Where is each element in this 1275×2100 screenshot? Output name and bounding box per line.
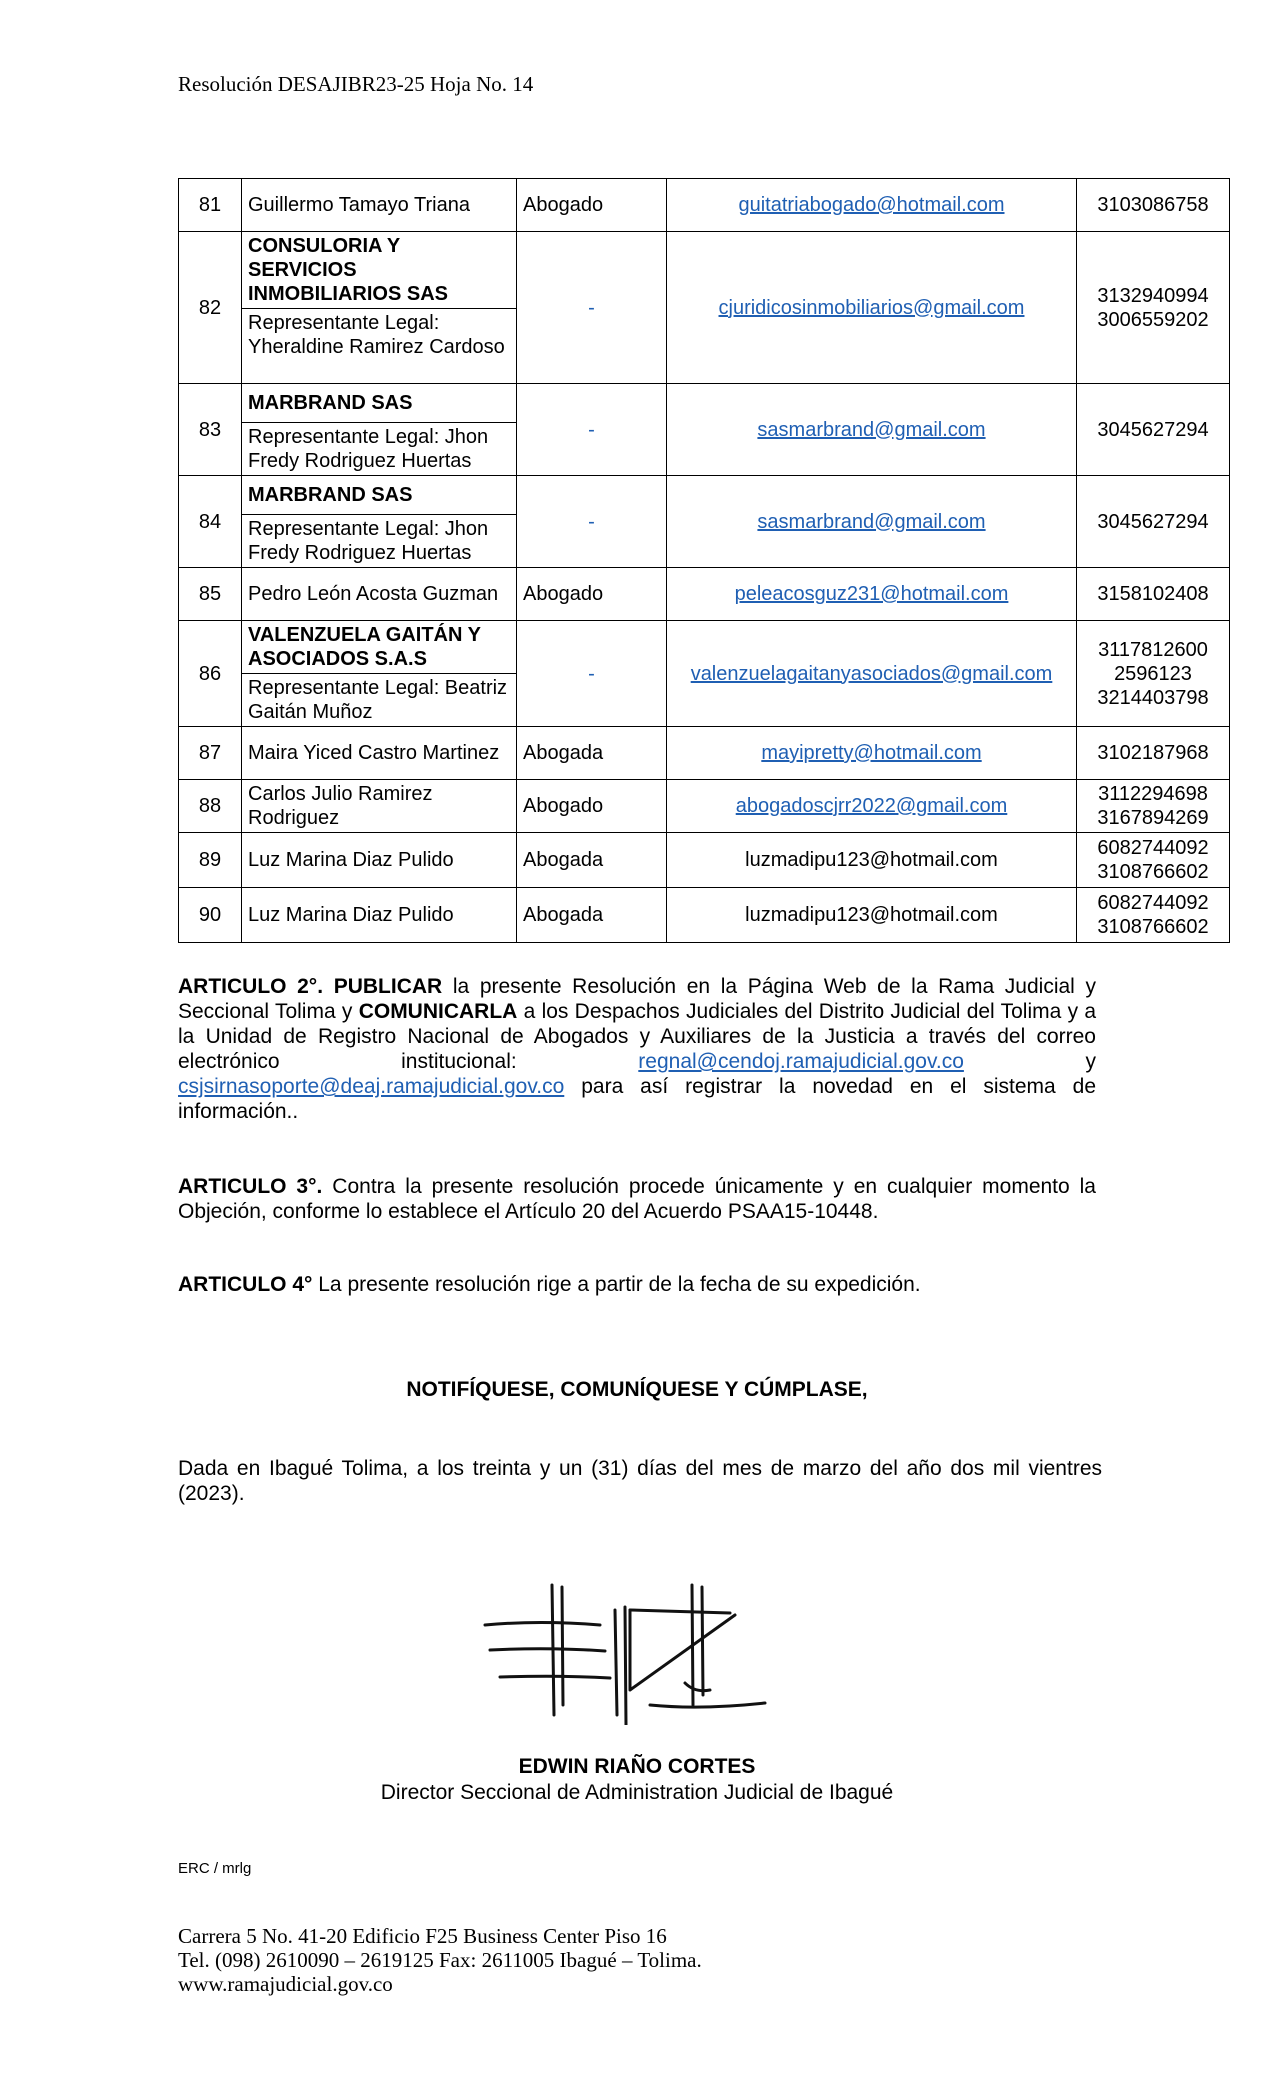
row-number: 81 [179,179,242,232]
phone-number: 3108766602 [1097,916,1209,938]
phone-number: 3167894269 [1097,807,1209,829]
table-row [179,727,1230,780]
row-number: 90 [179,888,242,943]
footer-website: www.ramajudicial.gov.co [178,1972,393,1996]
table-row [179,780,1230,833]
profession: Abogado [517,568,667,621]
email-link[interactable]: cjuridicosinmobiliarios@gmail.com [718,296,1025,319]
closing-formula: NOTIFÍQUESE, COMUNÍQUESE Y CÚMPLASE, [406,1378,868,1401]
handwritten-signature [480,1565,780,1725]
article-4 [178,1272,1096,1297]
phone-number: 3102187968 [1097,742,1209,764]
article-2 [178,974,1096,1124]
phone-number: 3117812600 [1098,638,1208,661]
signer-name: EDWIN RIAÑO CORTES [518,1755,756,1778]
profession: - [588,510,595,533]
table-row [179,179,1230,232]
row-number: 86 [179,621,242,727]
row-number: 87 [179,727,242,780]
phone-number: 3112294698 [1098,783,1208,805]
person-name: Maira Yiced Castro Martinez [242,727,517,780]
article-text: Contra la presente resolución procede únicamente y en cualquier momento la Objeción, conforme lo establece el Artículo 20 del Acuerdo PSAA15-10448. [178,1175,1096,1223]
table-row [179,568,1230,621]
legal-representative: Representante Legal: Yheraldine Ramirez Cardoso [242,309,517,384]
profession: Abogada [517,727,667,780]
footer-phone: Tel. (098) 2610090 – 2619125 Fax: 2611005 Ibagué – Tolima. [178,1948,702,1972]
person-name: Luz Marina Diaz Pulido [242,833,517,888]
article-text: la presente Resolución en la Página Web de la Rama Judicial y Seccional Tolima y [178,975,1096,1023]
phone-number: 3006559202 [1097,308,1209,331]
table-row [179,888,1230,943]
article-verb: COMUNICARLA [358,1000,518,1023]
email-address: luzmadipu123@hotmail.com [667,888,1077,943]
email-link[interactable]: mayipretty@hotmail.com [761,742,982,764]
profession: Abogada [517,888,667,943]
table-row [179,476,1230,515]
registry-table [178,178,1230,943]
email-link[interactable]: csjsirnasoporte@deaj.ramajudicial.gov.co [178,1075,565,1098]
email-link[interactable]: sasmarbrand@gmail.com [757,418,986,441]
person-name: Pedro León Acosta Guzman [242,568,517,621]
phone-number: 3158102408 [1097,583,1209,605]
article-label: ARTICULO 2°. [178,975,324,998]
person-name: Luz Marina Diaz Pulido [242,888,517,943]
table-row [179,621,1230,674]
email-link[interactable]: abogadoscjrr2022@gmail.com [735,795,1008,817]
article-label: ARTICULO 3°. [178,1175,323,1198]
row-number: 83 [179,384,242,476]
phone-number: 6082744092 [1097,892,1209,914]
signer-title: Director Seccional de Administration Judicial de Ibagué [380,1781,894,1804]
date-statement: Dada en Ibagué Tolima, a los treinta y un (31) días del mes de marzo del año dos mil vientres (2023). [178,1457,1102,1505]
table-row [179,384,1230,423]
person-name: Guillermo Tamayo Triana [242,179,517,232]
row-number: 82 [179,232,242,384]
email-link[interactable]: regnal@cendoj.ramajudicial.gov.co [638,1050,964,1073]
phone-number: 3103086758 [1097,194,1209,216]
conjunction: y [1085,1050,1096,1073]
profession: Abogada [517,833,667,888]
profession: - [588,296,595,319]
row-number: 85 [179,568,242,621]
company-name: MARBRAND SAS [242,476,517,515]
email-link[interactable]: valenzuelagaitanyasociados@gmail.com [690,662,1053,685]
signer-block [178,1754,1096,1806]
company-name: VALENZUELA GAITÁN Y ASOCIADOS S.A.S [242,621,517,674]
email-address: luzmadipu123@hotmail.com [667,833,1077,888]
email-link[interactable]: guitatriabogado@hotmail.com [738,194,1005,216]
profession: - [588,418,595,441]
footer-address: Carrera 5 No. 41-20 Edificio F25 Business Center Piso 16 [178,1924,667,1948]
phone-number: 2596123 [1114,662,1192,685]
company-name: MARBRAND SAS [242,384,517,423]
article-3 [178,1174,1096,1224]
company-name: CONSULORIA Y SERVICIOS INMOBILIARIOS SAS [242,232,517,309]
row-number: 88 [179,780,242,833]
page-header: Resolución DESAJIBR23-25 Hoja No. 14 [178,72,534,96]
profession: Abogado [517,179,667,232]
phone-number: 3108766602 [1097,861,1209,883]
profession: - [588,662,595,685]
phone-number: 3132940994 [1097,284,1209,307]
article-text: La presente resolución rige a partir de la fecha de su expedición. [318,1273,921,1296]
profession: Abogado [517,780,667,833]
table-row [179,232,1230,309]
phone-number: 6082744092 [1097,837,1209,859]
person-name: Carlos Julio Ramirez Rodriguez [242,780,517,833]
row-number: 84 [179,476,242,568]
email-link[interactable]: sasmarbrand@gmail.com [757,510,986,533]
legal-representative: Representante Legal: Beatriz Gaitán Muñoz [242,674,517,727]
initials: ERC / mrlg [178,1860,252,1877]
page-footer [178,1924,702,1996]
article-text: para así registrar la novedad en el sistema de información.. [178,1075,1096,1123]
table-row [179,833,1230,888]
phone-number: 3045627294 [1097,510,1209,533]
email-link[interactable]: peleacosguz231@hotmail.com [734,583,1009,605]
row-number: 89 [179,833,242,888]
phone-number: 3214403798 [1097,686,1209,709]
article-label: ARTICULO 4° [178,1273,313,1296]
legal-representative: Representante Legal: Jhon Fredy Rodriguez Huertas [242,515,517,568]
article-text: a los Despachos Judiciales del Distrito Judicial del Tolima y a la Unidad de Registro Nacional de Abogados y Auxiliares de la Justicia a través del correo electrónico institucional: [178,1000,1097,1073]
article-verb: PUBLICAR [333,975,443,998]
phone-number: 3045627294 [1097,418,1209,441]
legal-representative: Representante Legal: Jhon Fredy Rodriguez Huertas [242,423,517,476]
